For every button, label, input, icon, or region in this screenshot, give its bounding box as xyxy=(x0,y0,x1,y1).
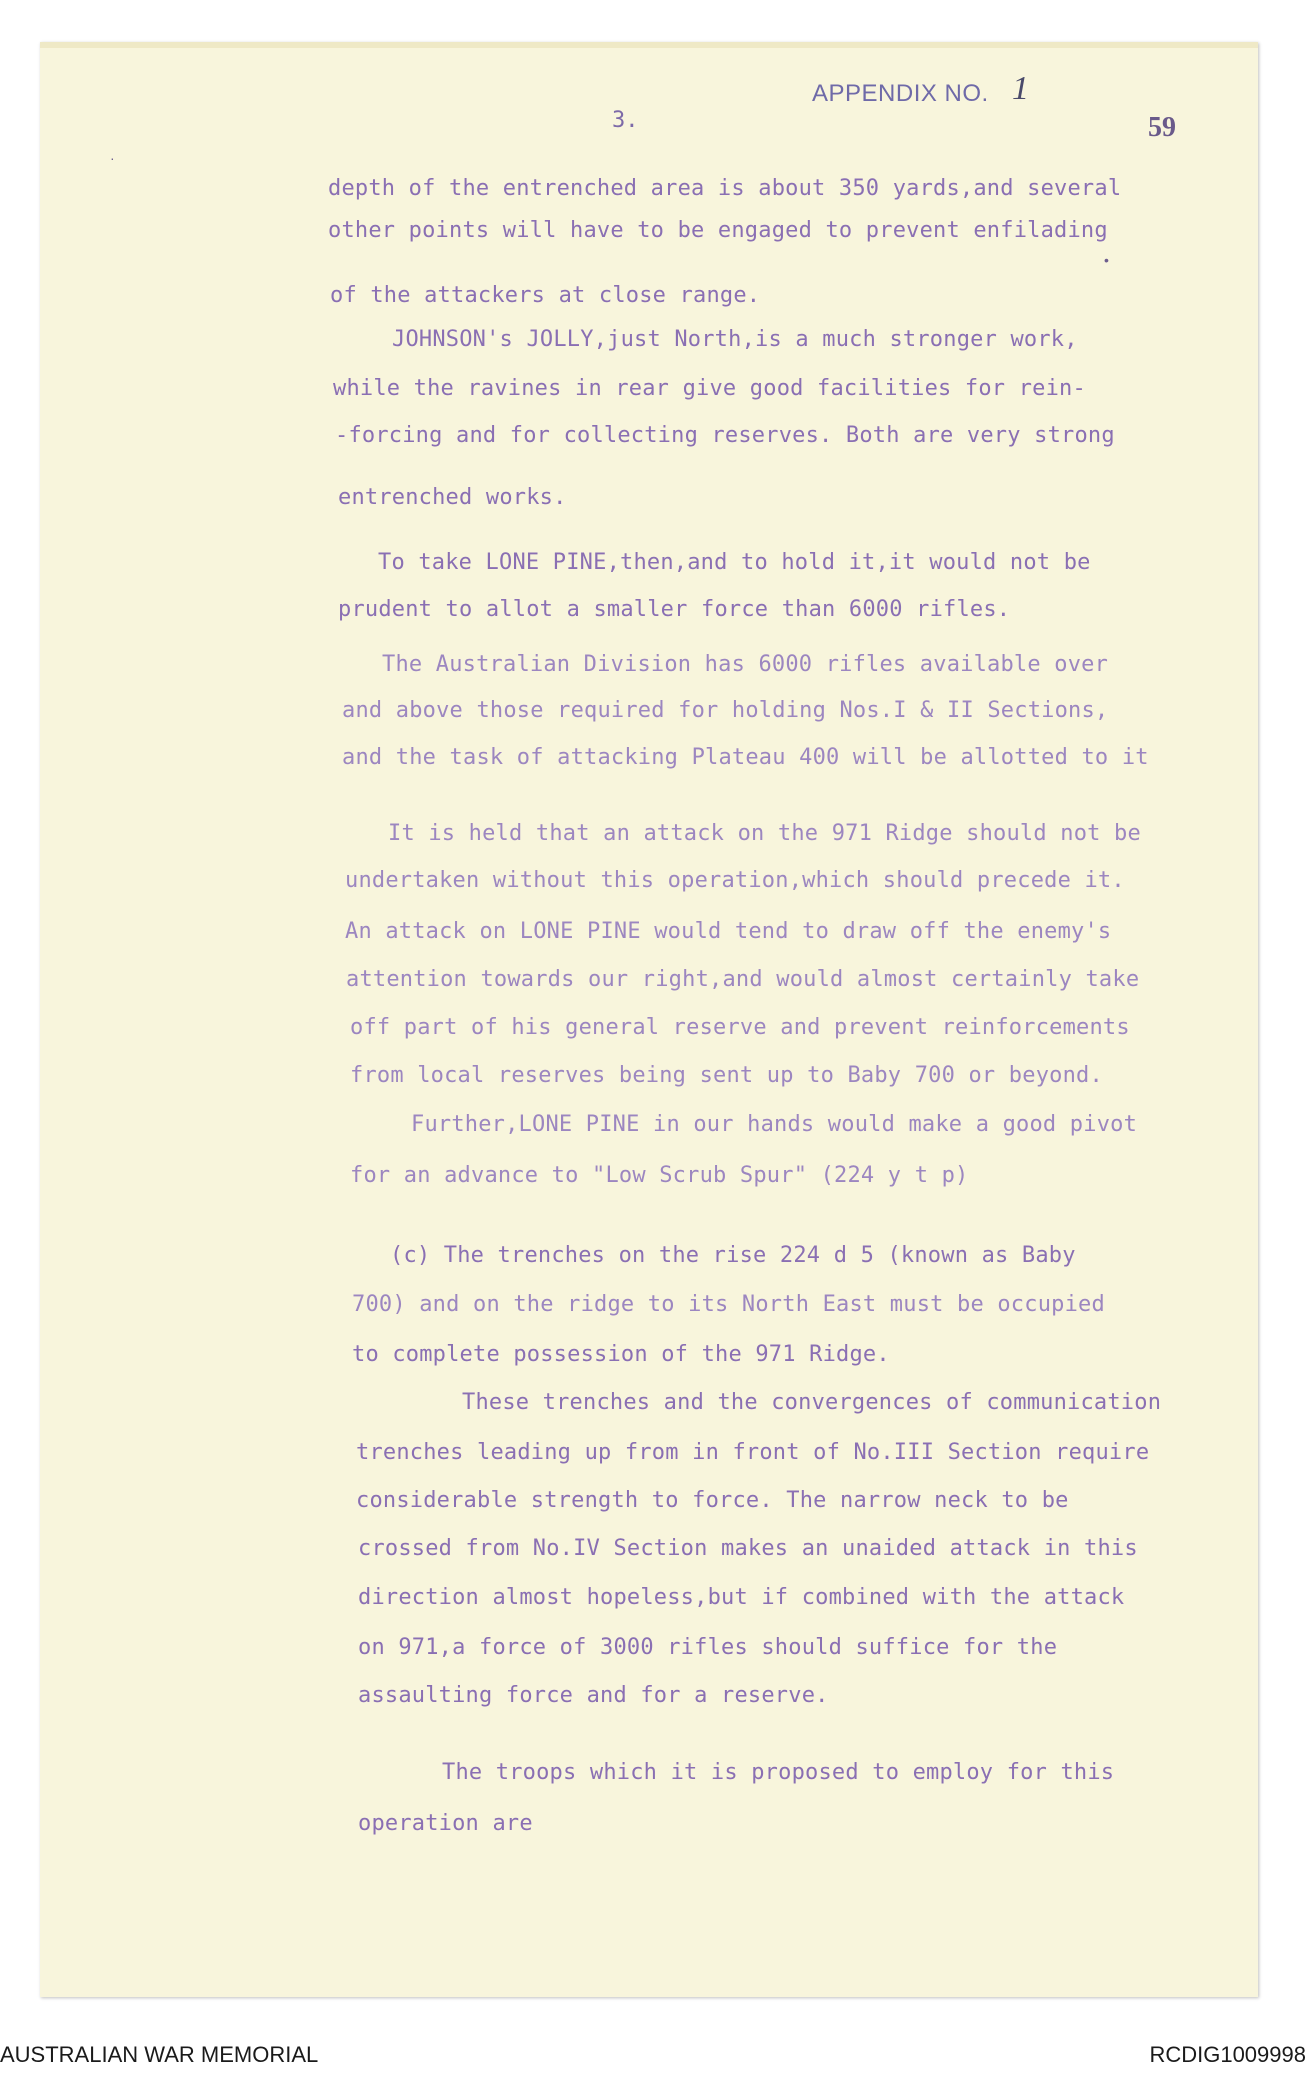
margin-mark: · xyxy=(110,150,115,166)
body-line: for an advance to "Low Scrub Spur" (224 y t p) xyxy=(350,1163,969,1188)
folio-number: 59 xyxy=(1148,112,1176,143)
body-line: JOHNSON's JOLLY,just North,is a much stronger work, xyxy=(392,327,1078,352)
body-line: to complete possession of the 971 Ridge. xyxy=(352,1342,890,1367)
body-line: -forcing and for collecting reserves. Both are very strong xyxy=(335,423,1115,448)
body-line: trenches leading up from in front of No.III Section require xyxy=(356,1440,1150,1465)
page-number: 3. xyxy=(612,108,639,133)
body-line: 700) and on the ridge to its North East must be occupied xyxy=(352,1292,1105,1317)
body-line: Further,LONE PINE in our hands would make a good pivot xyxy=(411,1112,1138,1137)
body-line: off part of his general reserve and prevent reinforcements xyxy=(350,1015,1130,1040)
body-line: (c) The trenches on the rise 224 d 5 (known as Baby xyxy=(390,1243,1076,1268)
body-line: The Australian Division has 6000 rifles available over xyxy=(382,652,1109,677)
body-line: on 971,a force of 3000 rifles should suffice for the xyxy=(358,1635,1058,1660)
body-line: and above those required for holding Nos.I & II Sections, xyxy=(342,698,1109,723)
archive-credit: AUSTRALIAN WAR MEMORIAL xyxy=(0,2042,319,2067)
sheet-top-edge xyxy=(40,42,1258,48)
body-line: direction almost hopeless,but if combined with the attack xyxy=(358,1585,1125,1610)
body-line: These trenches and the convergences of communication xyxy=(462,1390,1162,1415)
body-line: considerable strength to force. The narrow neck to be xyxy=(356,1488,1069,1513)
body-line: attention towards our right,and would almost certainly take xyxy=(346,967,1140,992)
body-line: while the ravines in rear give good facilities for rein- xyxy=(333,376,1086,401)
body-line: crossed from No.IV Section makes an unaided attack in this xyxy=(358,1536,1138,1561)
record-id: RCDIG1009998 xyxy=(1149,2042,1306,2067)
body-line: To take LONE PINE,then,and to hold it,it would not be xyxy=(378,550,1091,575)
body-line: and the task of attacking Plateau 400 will be allotted to it xyxy=(342,745,1149,770)
body-line: An attack on LONE PINE would tend to draw off the enemy's xyxy=(345,919,1112,944)
body-line: depth of the entrenched area is about 350 yards,and several xyxy=(328,176,1122,201)
body-line: prudent to allot a smaller force than 6000 rifles. xyxy=(338,597,1011,622)
body-line: entrenched works. xyxy=(338,485,567,510)
body-line: operation are xyxy=(358,1811,533,1836)
body-line: from local reserves being sent up to Baby 700 or beyond. xyxy=(350,1063,1103,1088)
body-line: The troops which it is proposed to employ for this xyxy=(442,1760,1115,1785)
body-line: undertaken without this operation,which should precede it. xyxy=(345,868,1125,893)
body-line: It is held that an attack on the 971 Ridge should not be xyxy=(388,821,1141,846)
body-line: other points will have to be engaged to prevent enfilading xyxy=(328,218,1108,243)
ink-dot: • xyxy=(1104,252,1109,268)
appendix-number: 1 xyxy=(1012,70,1029,107)
appendix-stamp: APPENDIX NO. xyxy=(812,80,989,107)
body-line: of the attackers at close range. xyxy=(330,283,761,308)
body-line: assaulting force and for a reserve. xyxy=(358,1683,829,1708)
